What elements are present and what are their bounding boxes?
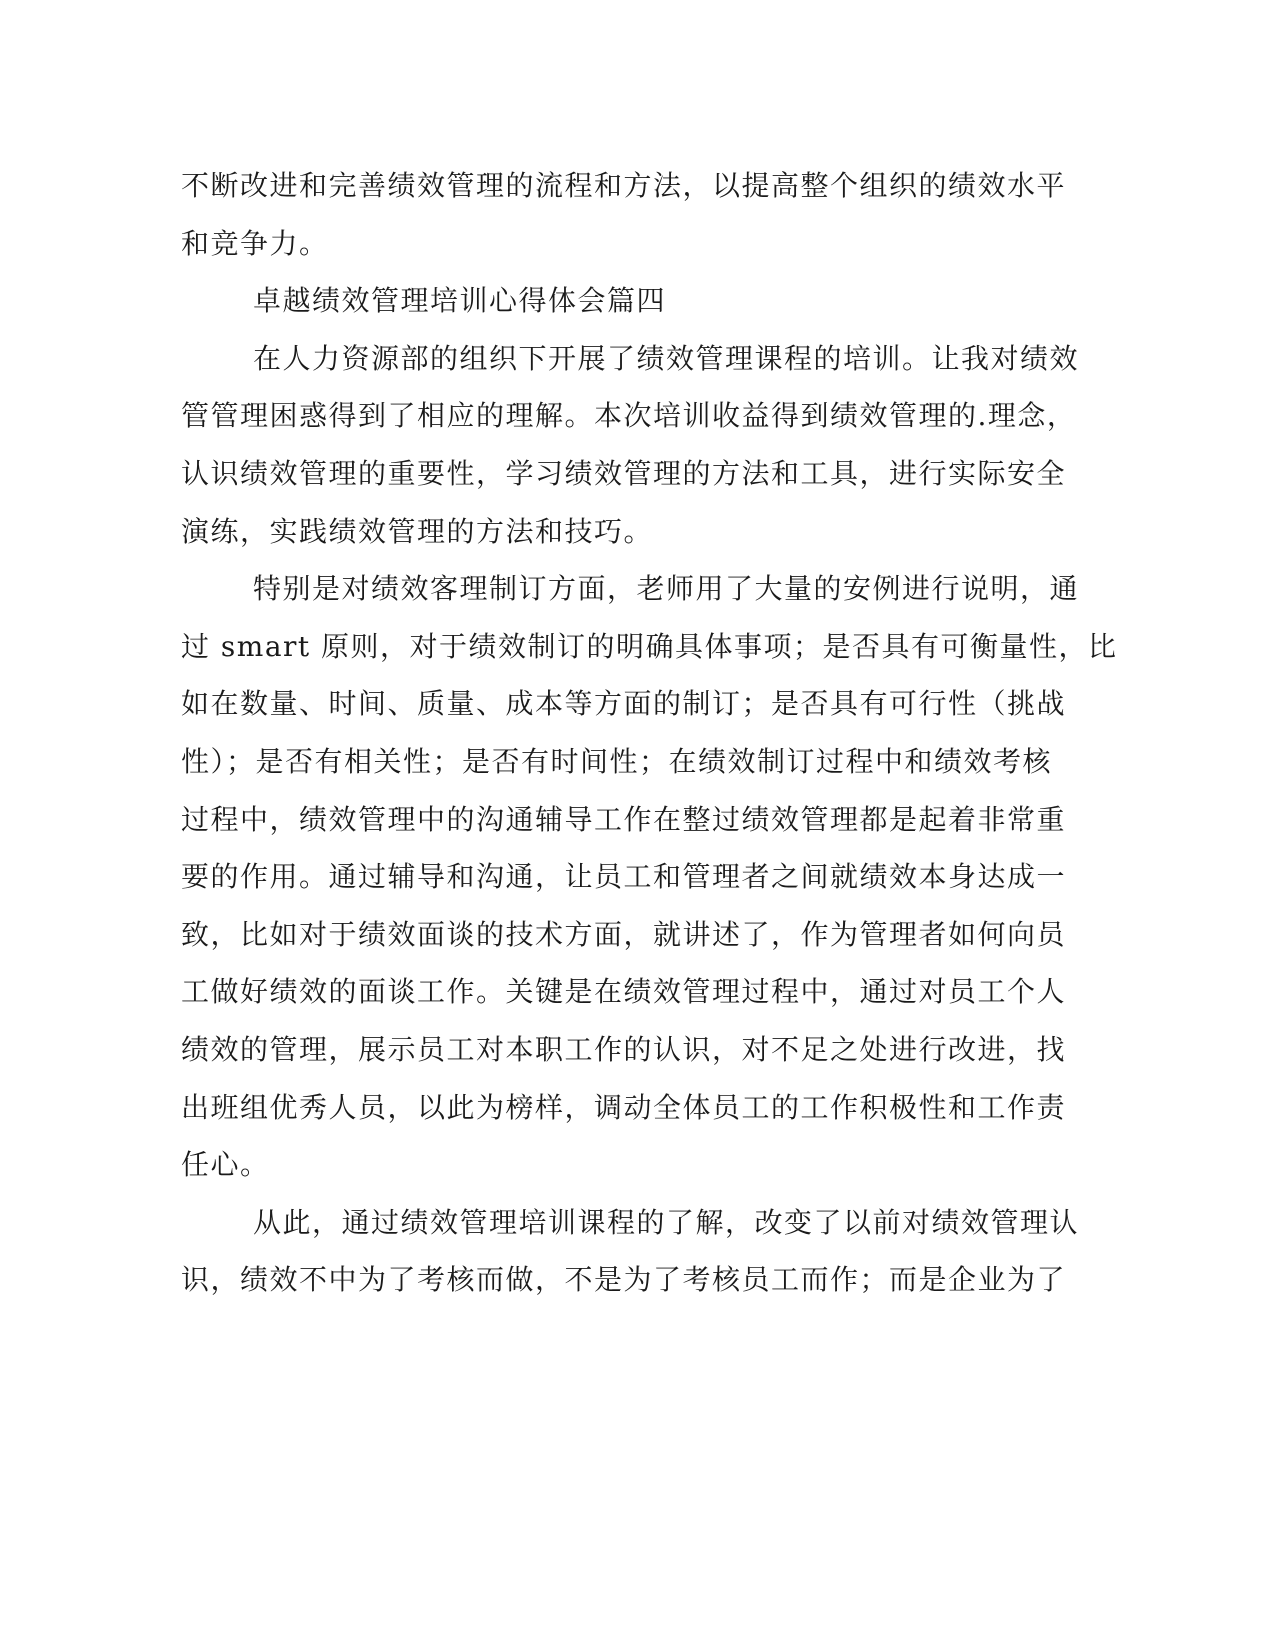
text-line: 致，比如对于绩效面谈的技术方面，就讲述了，作为管理者如何向员: [181, 917, 1067, 951]
text-line: 管管理困惑得到了相应的理解。本次培训收益得到绩效管理的.理念，: [181, 399, 1077, 433]
paragraph-intro: [181, 330, 1080, 560]
text-line: 和竞争力。: [181, 226, 329, 260]
text-line: 要的作用。通过辅导和沟通，让员工和管理者之间就绩效本身达成一: [181, 860, 1067, 894]
paragraph-conclusion: [181, 1194, 1080, 1309]
paragraph-continuation: [181, 157, 1067, 272]
text-line: 过 smart 原则，对于绩效制订的明确具体事项；是否具有可衡量性，比: [181, 629, 1118, 663]
section-heading: [181, 272, 1031, 330]
text-line: 在人力资源部的组织下开展了绩效管理课程的培训。让我对绩效: [253, 341, 1080, 375]
text-line: 性）；是否有相关性；是否有时间性；在绩效制订过程中和绩效考核: [181, 744, 1053, 778]
text-line: 特别是对绩效客理制订方面，老师用了大量的安例进行说明，通: [253, 572, 1080, 606]
body-text: [181, 157, 1118, 1309]
text-line: 过程中，绩效管理中的沟通辅导工作在整过绩效管理都是起着非常重: [181, 802, 1067, 836]
text-line: 识，绩效不中为了考核而做，不是为了考核员工而作；而是企业为了: [181, 1263, 1067, 1297]
heading-line: 卓越绩效管理培训心得体会篇四: [253, 284, 667, 318]
text-line: 如在数量、时间、质量、成本等方面的制订；是否具有可行性（挑战: [181, 687, 1067, 721]
text-line: 工做好绩效的面谈工作。关键是在绩效管理过程中，通过对员工个人: [181, 975, 1067, 1009]
paragraph-smart: [181, 560, 1118, 1194]
text-line: 不断改进和完善绩效管理的流程和方法，以提高整个组织的绩效水平: [181, 169, 1067, 202]
text-line: 任心。: [181, 1148, 270, 1182]
text-line: 从此，通过绩效管理培训课程的了解，改变了以前对绩效管理认: [253, 1205, 1080, 1239]
text-line: 出班组优秀人员，以此为榜样，调动全体员工的工作积极性和工作责: [181, 1090, 1067, 1124]
text-line: 演练，实践绩效管理的方法和技巧。: [181, 514, 654, 548]
text-line: 认识绩效管理的重要性，学习绩效管理的方法和工具，进行实际安全: [181, 456, 1067, 490]
text-line: 绩效的管理，展示员工对本职工作的认识，对不足之处进行改进，找: [181, 1032, 1067, 1066]
